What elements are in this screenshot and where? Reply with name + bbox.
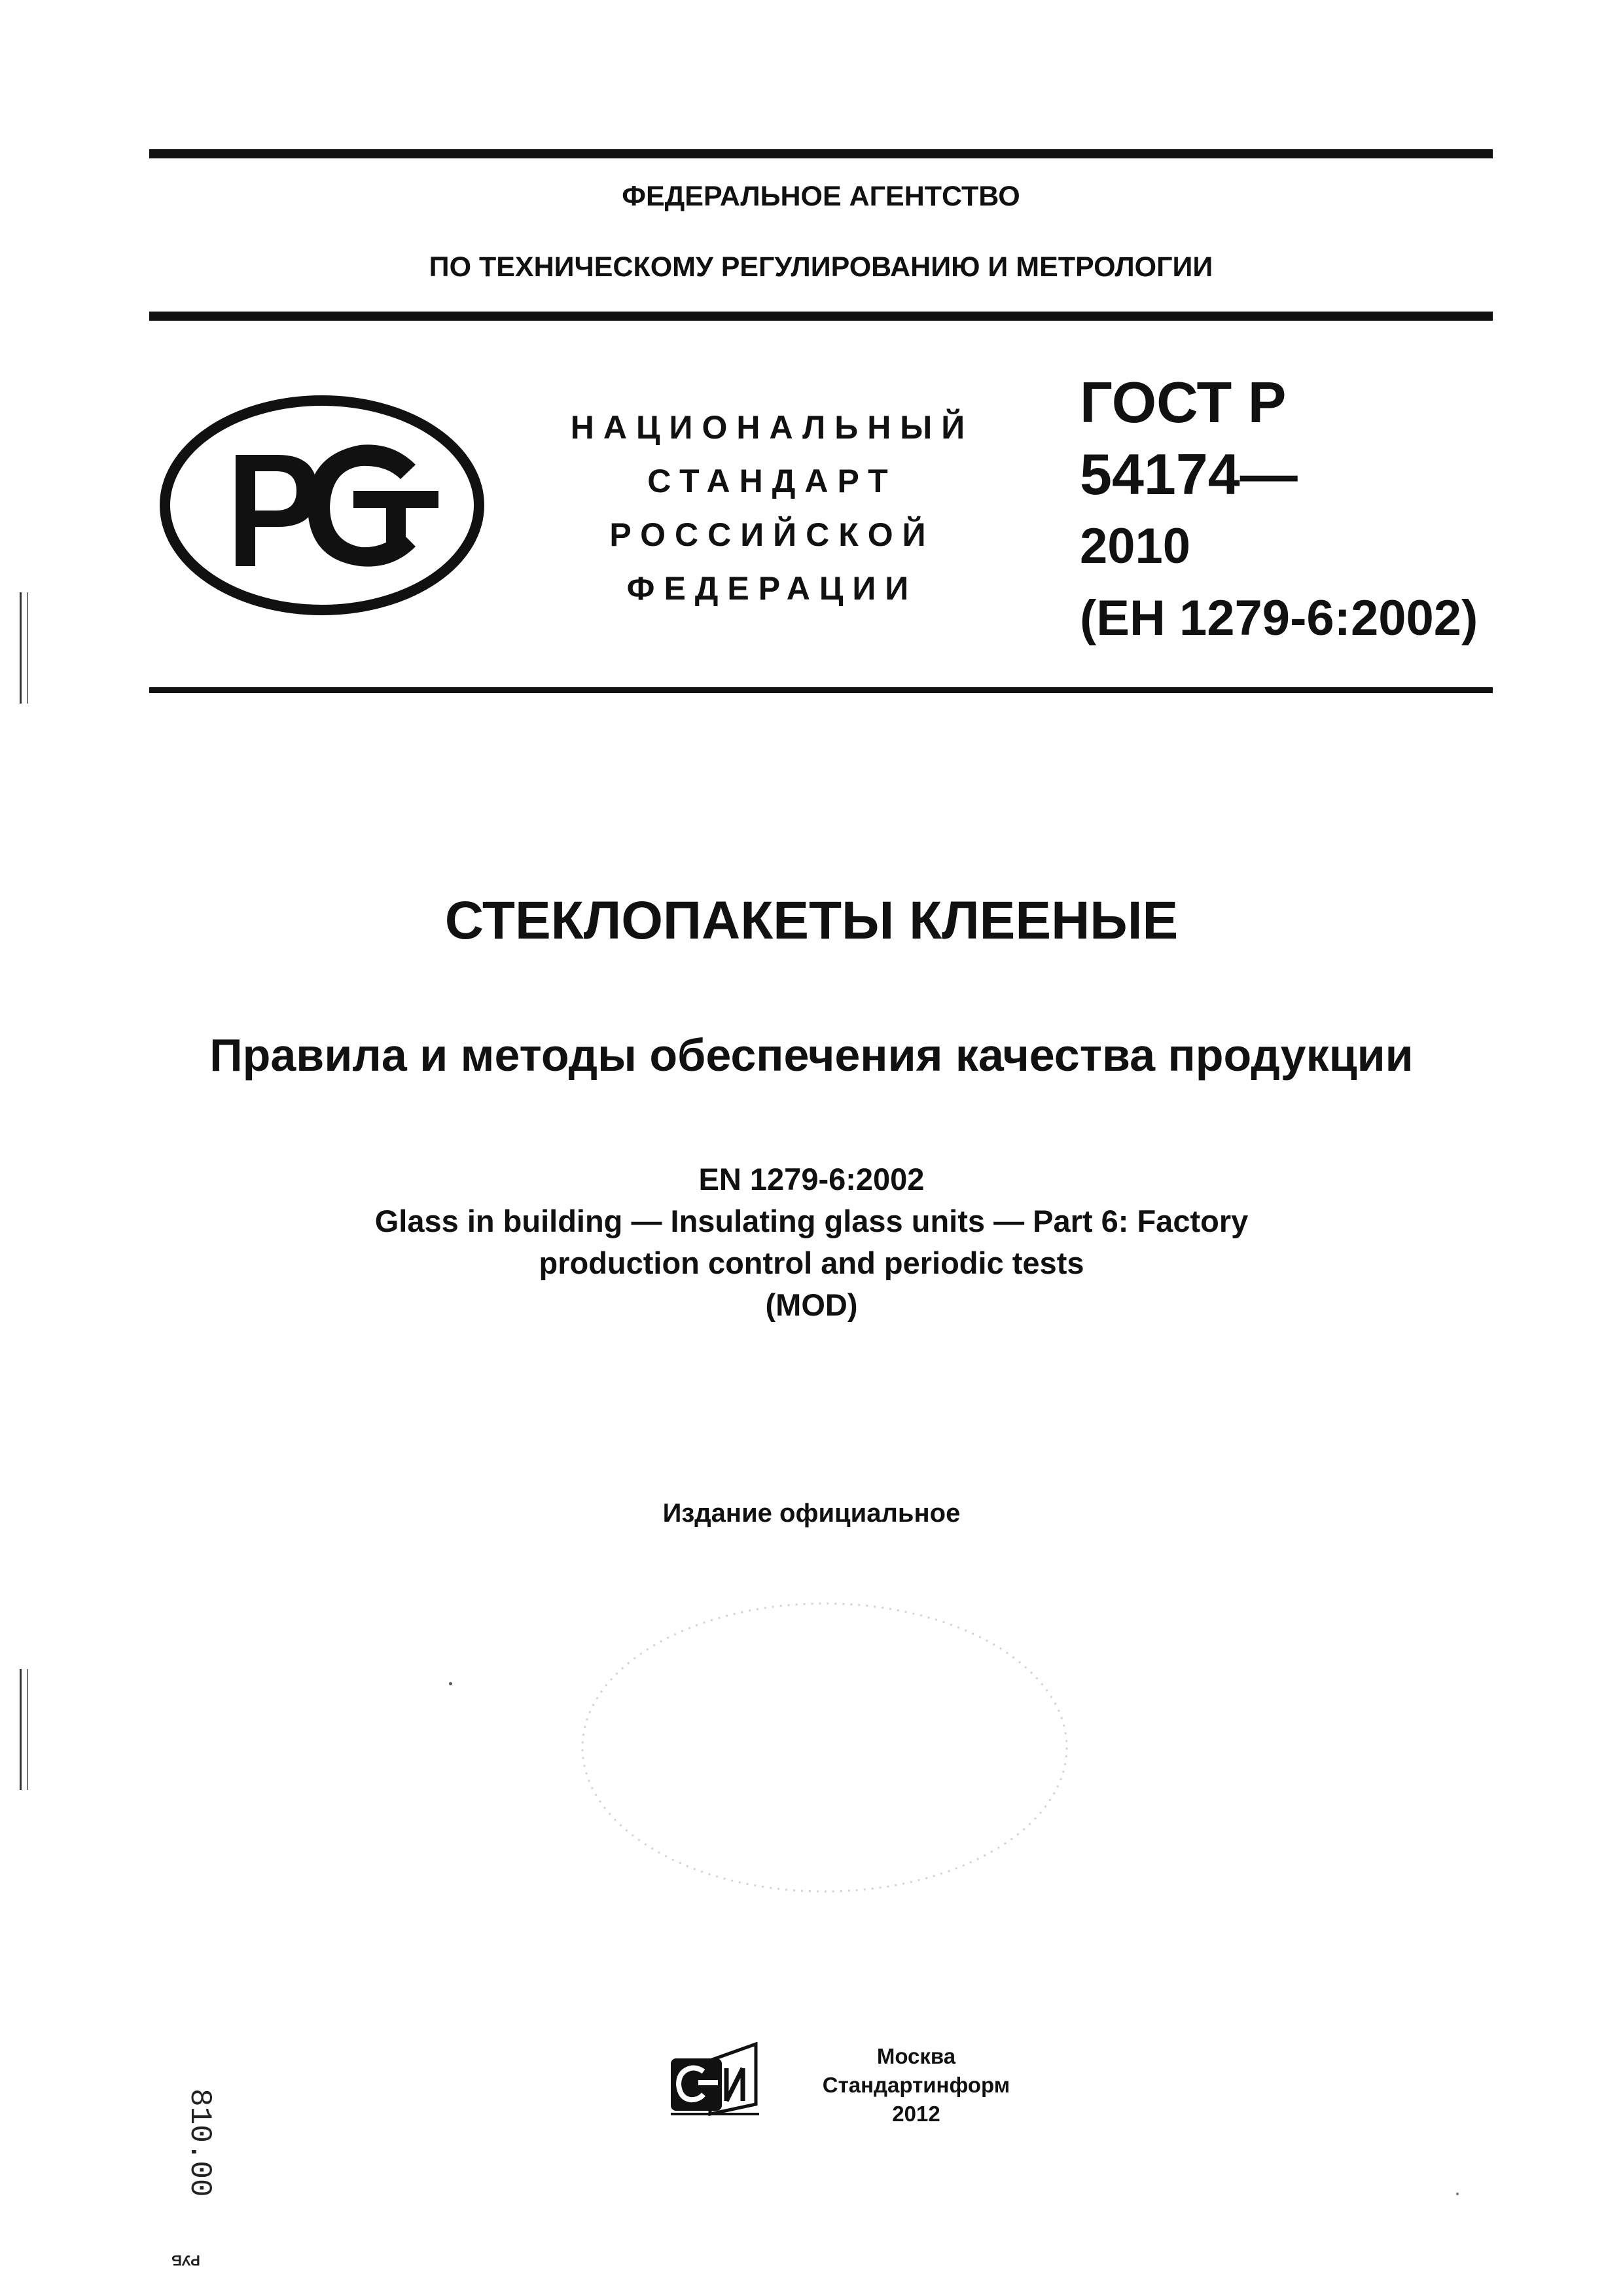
edition-label: Издание официальное bbox=[662, 1499, 961, 1528]
en-mod: (MOD) bbox=[765, 1287, 858, 1322]
national-line-4: ФЕДЕРАЦИИ bbox=[626, 570, 918, 607]
en-reference bbox=[0, 1158, 1623, 1326]
price-value: 810.00 bbox=[183, 2089, 217, 2197]
faint-seal-icon bbox=[576, 1597, 1073, 1898]
price-currency: РУБ bbox=[171, 2252, 200, 2269]
speck bbox=[1456, 2193, 1459, 2195]
publisher-city: Москва bbox=[876, 2044, 956, 2068]
price-stamp bbox=[157, 2089, 236, 2269]
national-line-3: РОССИЙСКОЙ bbox=[609, 516, 935, 553]
gost-line-2: 54174— bbox=[1080, 442, 1298, 507]
subtitle: Правила и методы обеспечения качества продукции bbox=[209, 1030, 1414, 1081]
en-title-line-1: Glass in building — Insulating glass units — Part 6: Factory bbox=[374, 1204, 1249, 1238]
national-line-1: НАЦИОНАЛЬНЫЙ bbox=[570, 409, 974, 446]
en-title-line-2: production control and periodic tests bbox=[539, 1246, 1084, 1280]
block-bottom-rule bbox=[149, 687, 1493, 693]
top-rule bbox=[149, 149, 1493, 158]
gost-designation bbox=[1080, 367, 1505, 655]
binding-mark-middle bbox=[20, 1669, 28, 1790]
national-line-2: СТАНДАРТ bbox=[647, 463, 897, 499]
agency-line-1: ФЕДЕРАЛЬНОЕ АГЕНТСТВО bbox=[622, 181, 1020, 212]
publisher-name: Стандартинформ bbox=[822, 2073, 1010, 2097]
header-bottom-rule bbox=[149, 312, 1493, 321]
rst-logo bbox=[157, 393, 488, 619]
agency-line-2: ПО ТЕХНИЧЕСКОМУ РЕГУЛИРОВАНИЮ И МЕТРОЛОГИИ bbox=[429, 251, 1213, 283]
publisher-year: 2012 bbox=[892, 2102, 940, 2126]
publisher-info bbox=[779, 2042, 1054, 2128]
standartinform-logo-icon bbox=[664, 2042, 762, 2117]
main-title: СТЕКЛОПАКЕТЫ КЛЕЕНЫЕ bbox=[444, 891, 1179, 950]
binding-mark-top bbox=[20, 592, 28, 704]
gost-line-4: (ЕН 1279-6:2002) bbox=[1080, 590, 1478, 646]
publisher-logo bbox=[664, 2042, 762, 2117]
national-standard bbox=[543, 401, 1001, 615]
gost-line-1: ГОСТ Р bbox=[1080, 370, 1287, 435]
en-code: EN 1279-6:2002 bbox=[698, 1162, 925, 1196]
faint-stamp-mark bbox=[576, 1597, 1073, 1898]
rst-logo-icon bbox=[157, 393, 488, 619]
speck bbox=[449, 1682, 452, 1685]
gost-line-3: 2010 bbox=[1080, 518, 1191, 574]
